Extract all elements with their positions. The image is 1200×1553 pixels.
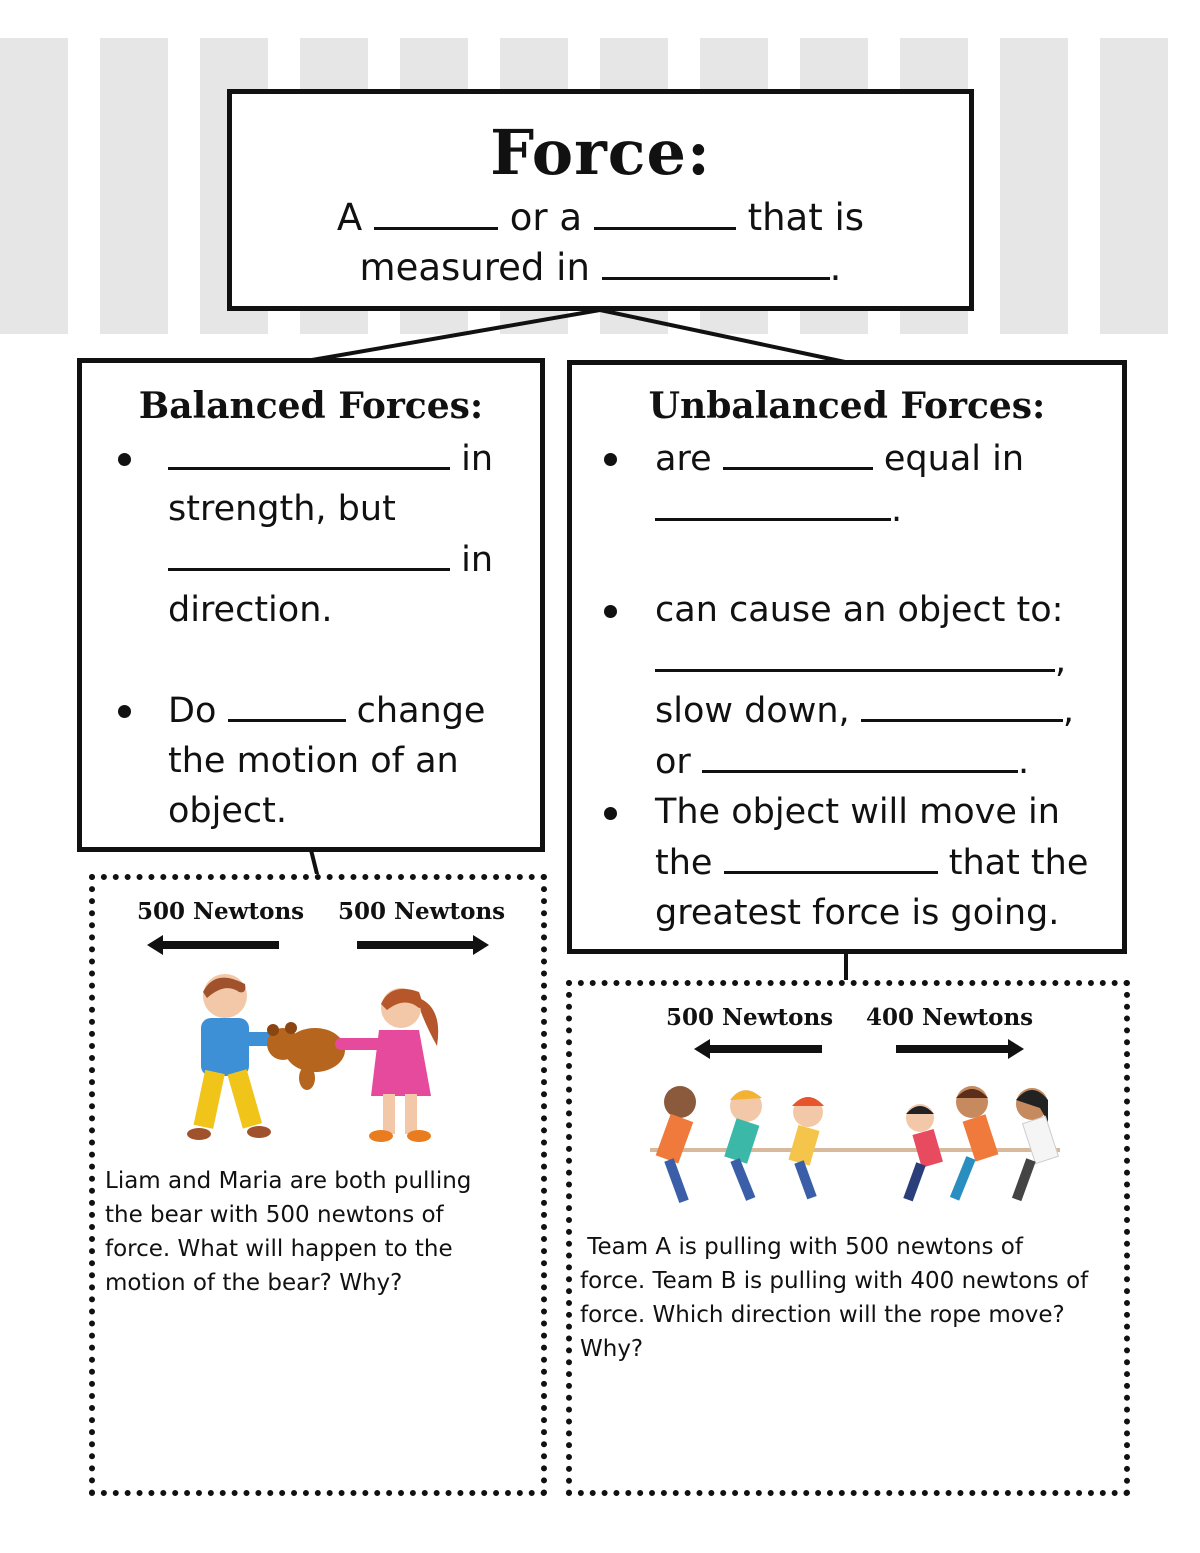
unbalanced-forces-box (567, 360, 1127, 954)
bullet-icon (604, 453, 617, 466)
list-item: Do change the motion of an object. (82, 685, 540, 836)
list-item: can cause an object to: , slow down, , or . (572, 585, 1122, 787)
balanced-forces-list (82, 433, 540, 836)
tug-of-war-teams-icon (620, 1072, 1080, 1222)
unbalanced-forces-heading: Unbalanced Forces: (648, 385, 1046, 427)
bullet-icon (604, 807, 617, 820)
blank-field[interactable] (724, 837, 938, 874)
bullet-icon (604, 605, 617, 618)
blank-field[interactable] (861, 685, 1063, 722)
balanced-example-box (89, 874, 547, 1496)
blank-field[interactable] (228, 685, 346, 722)
page-title: Force: (490, 116, 711, 189)
right-arrow-icon (896, 1038, 1024, 1060)
blank-field[interactable] (655, 484, 891, 521)
blank-field[interactable] (602, 243, 830, 280)
blank-field[interactable] (655, 635, 1055, 672)
balanced-forces-heading: Balanced Forces: (138, 385, 484, 427)
unbalanced-example-box (566, 980, 1130, 1496)
right-force-label: 400 Newtons (866, 1004, 1034, 1031)
list-item: are equal in . (572, 433, 1122, 535)
unbalanced-example-caption: Team A is pulling with 500 newtons of force. Team B is pulling with 400 newtons of force. Which direction will the rope move? Why? (580, 1234, 1089, 1362)
blank-field[interactable] (594, 193, 736, 230)
force-definition-box (227, 89, 974, 311)
balanced-forces-box (77, 358, 545, 852)
right-arrow-icon (357, 934, 489, 956)
bullet-icon (118, 453, 131, 466)
blank-field[interactable] (168, 433, 450, 470)
balanced-example-caption: Liam and Maria are both pulling the bear with 500 newtons of force. What will happen to the motion of the bear? Why? (105, 1168, 472, 1296)
blank-field[interactable] (723, 433, 873, 470)
left-force-label: 500 Newtons (666, 1004, 834, 1031)
unbalanced-forces-list (572, 433, 1122, 938)
definition-line-2: measured in . (232, 243, 969, 293)
left-force-label: 500 Newtons (137, 898, 305, 925)
blank-field[interactable] (702, 736, 1018, 773)
blank-field[interactable] (374, 193, 498, 230)
blank-field[interactable] (168, 534, 450, 571)
kids-pulling-teddy-bear-icon (175, 968, 465, 1158)
left-arrow-icon (694, 1038, 822, 1060)
bullet-icon (118, 705, 131, 718)
right-force-label: 500 Newtons (338, 898, 506, 925)
definition-line-1: A or a that is (232, 193, 969, 243)
list-item: in strength, but in direction. (82, 433, 540, 635)
left-arrow-icon (147, 934, 279, 956)
list-item: The object will move in the that the greatest force is going. (572, 787, 1122, 938)
